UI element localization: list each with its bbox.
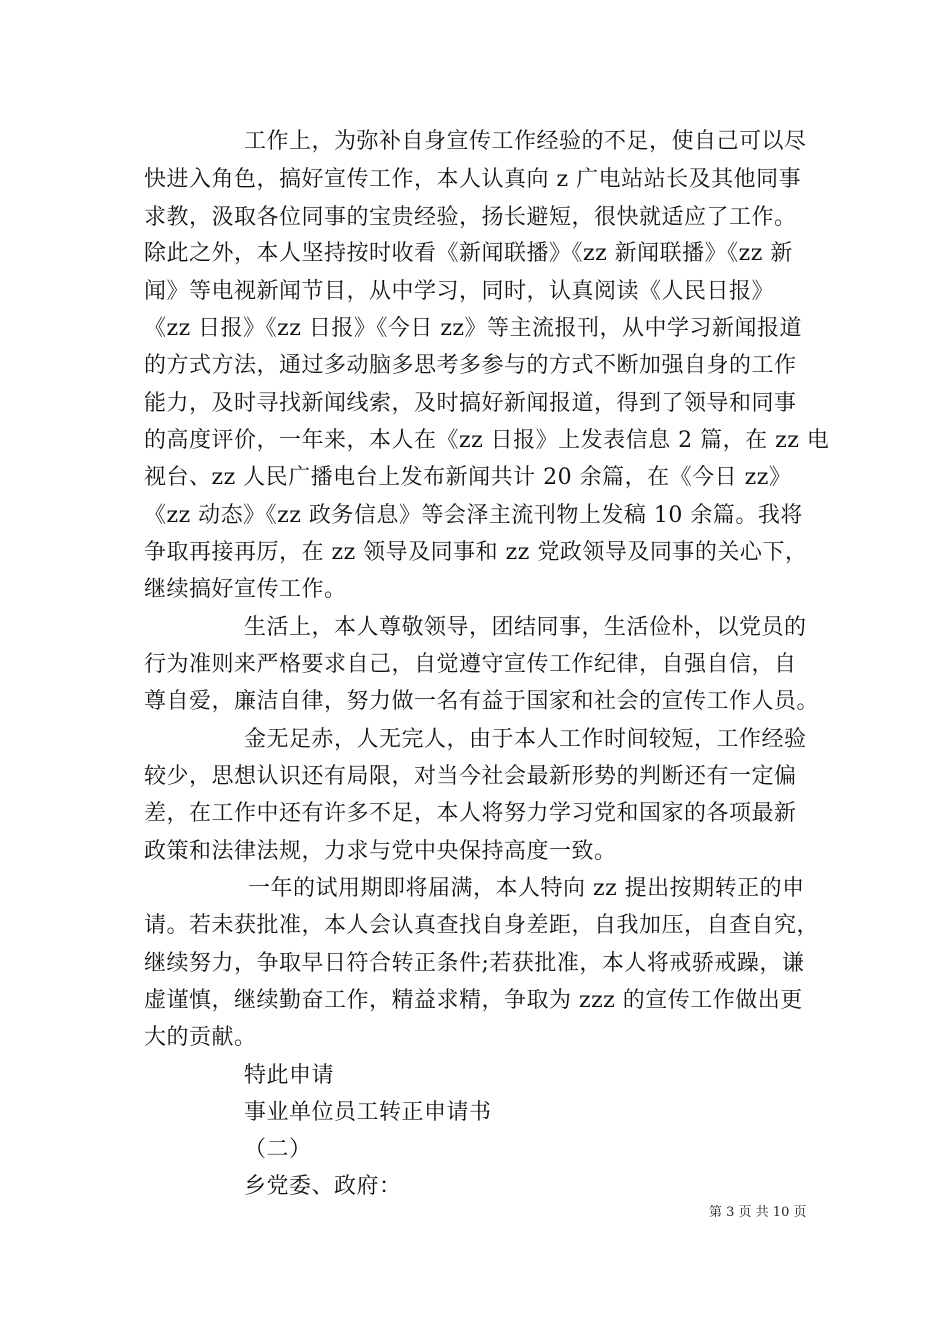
page-number-footer: 第 3 页 共 10 页 — [709, 1205, 807, 1220]
paragraph-shortcoming-line: 金无足赤，人无完人，由于本人工作时间较短，工作经验 — [244, 727, 807, 752]
paragraph-request-line: 继续努力，争取早日符合转正条件;若获批准，本人将戒骄戒躁，谦 — [144, 951, 805, 976]
paragraph-life-line: 生活上，本人尊敬领导，团结同事，生活俭朴，以党员的 — [244, 615, 807, 640]
paragraph-life-line: 尊自爱，廉洁自律，努力做一名有益于国家和社会的宣传工作人员。 — [144, 689, 820, 714]
paragraph-work-line: 工作上，为弥补自身宣传工作经验的不足，使自己可以尽 — [244, 129, 807, 154]
paragraph-work-line: 除此之外，本人坚持按时收看《新闻联播》《zz 新闻联播》《zz 新 — [144, 241, 793, 266]
paragraph-request-line: 虚谨慎，继续勤奋工作，精益求精，争取为 zzz 的宣传工作做出更 — [144, 988, 803, 1013]
paragraph-request-line: 大的贡献。 — [144, 1025, 257, 1050]
paragraph-work-line: 《zz 日报》《zz 日报》《今日 zz》等主流报刊，从中学习新闻报道 — [144, 316, 803, 341]
paragraph-request-line: 请。若未获批准，本人会认真查找自身差距，自我加压，自查自究， — [144, 913, 820, 938]
paragraph-work-line: 求教，汲取各位同事的宝贵经验，扬长避短，很快就适应了工作。 — [144, 205, 797, 230]
paragraph-work-line: 的高度评价，一年来，本人在《zz 日报》上发表信息 2 篇，在 zz 电 — [144, 428, 830, 453]
paragraph-work-line: 《zz 动态》《zz 政务信息》等会泽主流刊物上发稿 10 余篇。我将 — [144, 503, 803, 528]
paragraph-shortcoming-line: 政策和法律法规，力求与党中央保持高度一致。 — [144, 839, 617, 864]
special-request-text: 特此申请 — [244, 1063, 335, 1088]
paragraph-shortcoming-line: 较少，思想认识还有局限，对当今社会最新形势的判断还有一定偏 — [144, 764, 797, 789]
paragraph-request-line: 一年的试用期即将届满，本人特向 zz 提出按期转正的申 — [248, 876, 805, 901]
paragraph-work-line: 闻》等电视新闻节目，从中学习，同时，认真阅读《人民日报》 — [144, 279, 775, 304]
document-title: 事业单位员工转正申请书 — [244, 1100, 492, 1125]
section-number: （二） — [244, 1137, 312, 1162]
paragraph-work-line: 争取再接再厉，在 zz 领导及同事和 zz 党政领导及同事的关心下， — [144, 540, 808, 565]
paragraph-work-line: 视台、zz 人民广播电台上发布新闻共计 20 余篇，在《今日 zz》 — [144, 465, 792, 490]
paragraph-shortcoming-line: 差，在工作中还有许多不足，本人将努力学习党和国家的各项最新 — [144, 801, 797, 826]
paragraph-work-line: 继续搞好宣传工作。 — [144, 577, 347, 602]
paragraph-life-line: 行为准则来严格要求自己，自觉遵守宣传工作纪律，自强自信，自 — [144, 652, 797, 677]
salutation: 乡党委、政府： — [244, 1174, 402, 1199]
paragraph-work-line: 快进入角色，搞好宣传工作，本人认真向 z 广电站站长及其他同事 — [144, 167, 802, 192]
paragraph-work-line: 的方式方法，通过多动脑多思考多参与的方式不断加强自身的工作 — [144, 353, 797, 378]
paragraph-work-line: 能力，及时寻找新闻线索，及时搞好新闻报道，得到了领导和同事 — [144, 391, 797, 416]
